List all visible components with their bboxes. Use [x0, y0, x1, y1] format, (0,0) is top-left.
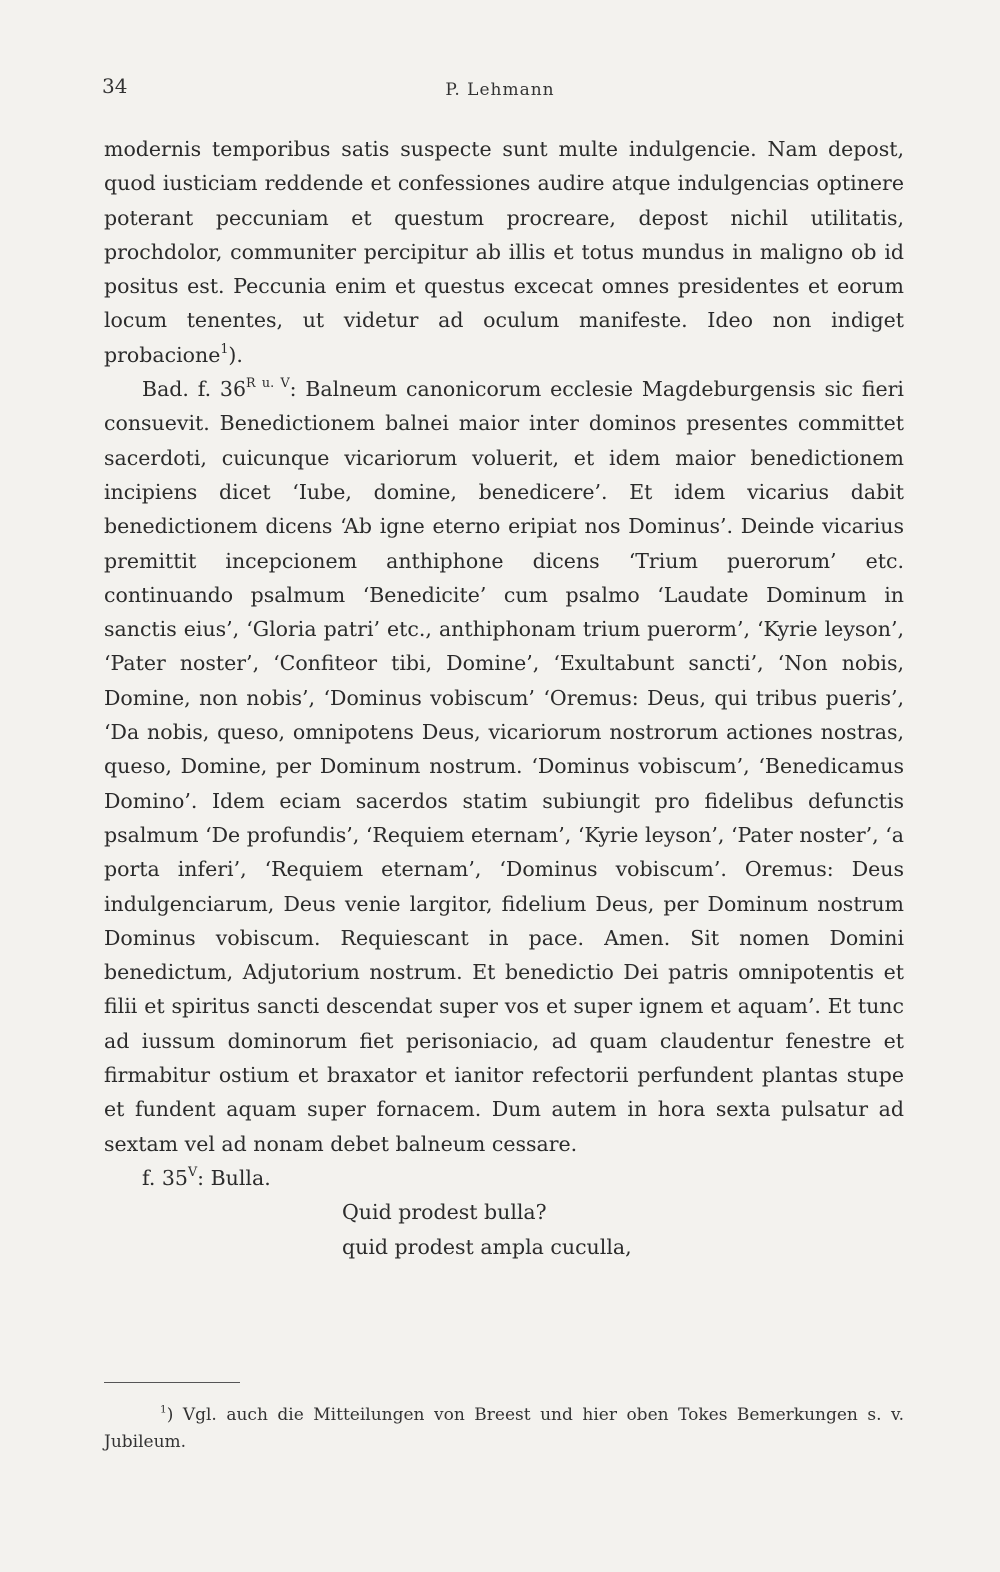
paragraph-2-text: : Balneum canonicorum ecclesie Magdeburgensis sic fieri consuevit. Benedictionem balnei maior inter dominos presentes committet sacerdoti, cuicunque vicariorum voluerit, et idem maior benedictionem incipiens dicet ‘Iube, domine, benedicere’. Et idem vicarius dabit benedictionem dicens ‘Ab igne eterno eripiat nos Dominus’. Deinde vicarius premittit incepcionem anthiphone dicens ‘Trium puerorum’ etc. continuando psalmum ‘Benedicite’ cum psalmo ‘Laudate Dominum in sanctis eius’, ‘Gloria patri’ etc., anthiphonam trium puerorm’, ‘Kyrie leyson’, ‘Pater noster’, ‘Confiteor tibi, Domine’, ‘Exultabunt sancti’, ‘Non nobis, Domine, non nobis’, ‘Dominus vobiscum’ ‘Oremus: Deus, qui tribus pueris’, ‘Da nobis, queso, omnipotens Deus, vicariorum nostrorum actiones nostras, queso, Domine, per Dominum nostrum. ‘Dominus vobiscum’, ‘Benedicamus Domino’. Idem eciam sacerdos statim subiungit pro fidelibus defunctis psalmum ‘De profundis’, ‘Requiem eternam’, ‘Kyrie leyson’, ‘Pater noster’, ‘a porta inferi’, ‘Requiem eternam’, ‘Dominus vobiscum’. Oremus: Deus indulgenciarum, Deus venie largitor, fidelium Deus, per Dominum nostrum Dominus vobiscum. Requiescant in pace. Amen. Sit nomen Domini benedictum, Adjutorium nostrum. Et benedictio Dei patris omnipotentis et filii et spiritus sancti descendat super vos et super ignem et aquam’. Et tunc ad iussum dominorum fiet perisoniacio, ad quam claudentur fenestre et firmabitur ostium et braxator et ianitor refectorii perfundent plantas stupe et fundent aquam super fornacem. Dum autem in hora sexta pulsatur ad sextam vel ad nonam debet balneum cessare.	[104, 377, 904, 1156]
paragraph-1-text: modernis temporibus satis suspecte sunt multe indulgencie. Nam depost, quod iusticiam reddende et confessiones audire atque indulgencias optinere poterant peccuniam et questum procreare, depost nichil utilitatis, prochdolor, communiter percipitur ab illis et totus mundus in maligno ob id positus est. Peccunia enim et questus excecat omnes presidentes et eorum locum tenentes, ut videtur ad oculum manifeste. Ideo non indiget probacione	[104, 137, 904, 367]
paragraph-2	[104, 372, 904, 1161]
manuscript-reference: Bad. f. 36	[142, 377, 247, 402]
footnote-marker: 1	[160, 1403, 167, 1416]
page-number: 34	[102, 74, 128, 98]
paragraph-1	[104, 132, 904, 372]
paragraph-3-text: : Bulla.	[197, 1165, 271, 1190]
verse-line-2: quid prodest ampla cuculla,	[342, 1234, 632, 1259]
paragraph-1-end: ).	[228, 342, 243, 367]
verse-line-1: Quid prodest bulla?	[342, 1200, 547, 1225]
footnote-1	[104, 1402, 904, 1456]
footnote-reference[interactable]: 1	[220, 340, 229, 356]
footnote-divider	[104, 1382, 240, 1383]
main-text	[104, 132, 904, 1264]
running-head: P. Lehmann	[445, 80, 555, 100]
footnotes	[104, 1402, 904, 1456]
paragraph-3	[104, 1161, 904, 1195]
footnote-1-text: ) Vgl. auch die Mitteilungen von Breest und hier oben Tokes Bemerkungen s. v. Jubileum.	[104, 1405, 904, 1452]
manuscript-reference-2-folio: V	[187, 1164, 198, 1180]
manuscript-reference-2: f. 35	[142, 1165, 188, 1190]
manuscript-reference-folio: R u. V	[246, 375, 290, 391]
